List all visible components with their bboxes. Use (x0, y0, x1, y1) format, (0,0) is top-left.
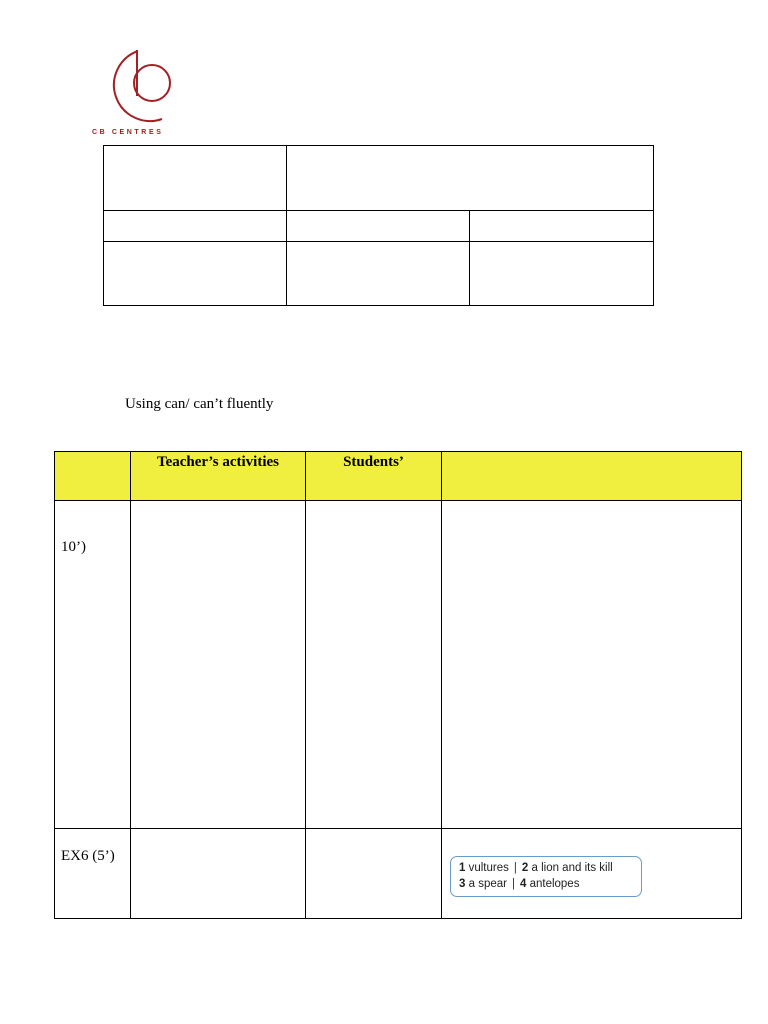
info-cell (104, 242, 287, 306)
stage-cell (55, 829, 131, 919)
info-cell (470, 211, 654, 242)
lesson-info-table (103, 145, 654, 306)
info-cell (287, 146, 654, 211)
info-cell (470, 242, 654, 306)
answer-line: 1 vultures | 2 a lion and its kill (459, 862, 613, 874)
info-cell (104, 211, 287, 242)
answer-key-box (450, 856, 642, 897)
answer-item: antelopes (529, 878, 580, 890)
stage-label: EX6 (5’) (61, 848, 115, 864)
answer-item: a spear (468, 878, 507, 890)
info-cell (287, 242, 470, 306)
header-cell-teacher (131, 452, 306, 501)
cb-centres-logo (92, 46, 188, 138)
table-row (55, 501, 742, 829)
logo-text: CB CENTRES (92, 129, 164, 136)
table-cell (306, 501, 442, 829)
info-cell (104, 146, 287, 211)
lesson-objective: Using can/ can’t fluently (125, 396, 274, 412)
info-cell (287, 211, 470, 242)
table-cell (131, 829, 306, 919)
table-cell (442, 829, 742, 919)
header-cell-stage (55, 452, 131, 501)
table-cell (306, 829, 442, 919)
answer-item: vultures (468, 862, 509, 874)
table-cell (442, 501, 742, 829)
answer-item: a lion and its kill (531, 862, 613, 874)
table-header-row (55, 452, 742, 501)
answer-line: 3 a spear | 4 antelopes (459, 878, 580, 890)
table-cell (131, 501, 306, 829)
lesson-plan-table (54, 451, 742, 919)
students-header: Students’ (343, 454, 404, 470)
header-cell-notes (442, 452, 742, 501)
table-row (55, 829, 742, 919)
header-cell-students (306, 452, 442, 501)
teacher-activities-header: Teacher’s activities (156, 454, 280, 470)
cb-logo-mark (92, 46, 188, 128)
stage-cell (55, 501, 131, 829)
stage-label: 10’) (61, 539, 86, 555)
